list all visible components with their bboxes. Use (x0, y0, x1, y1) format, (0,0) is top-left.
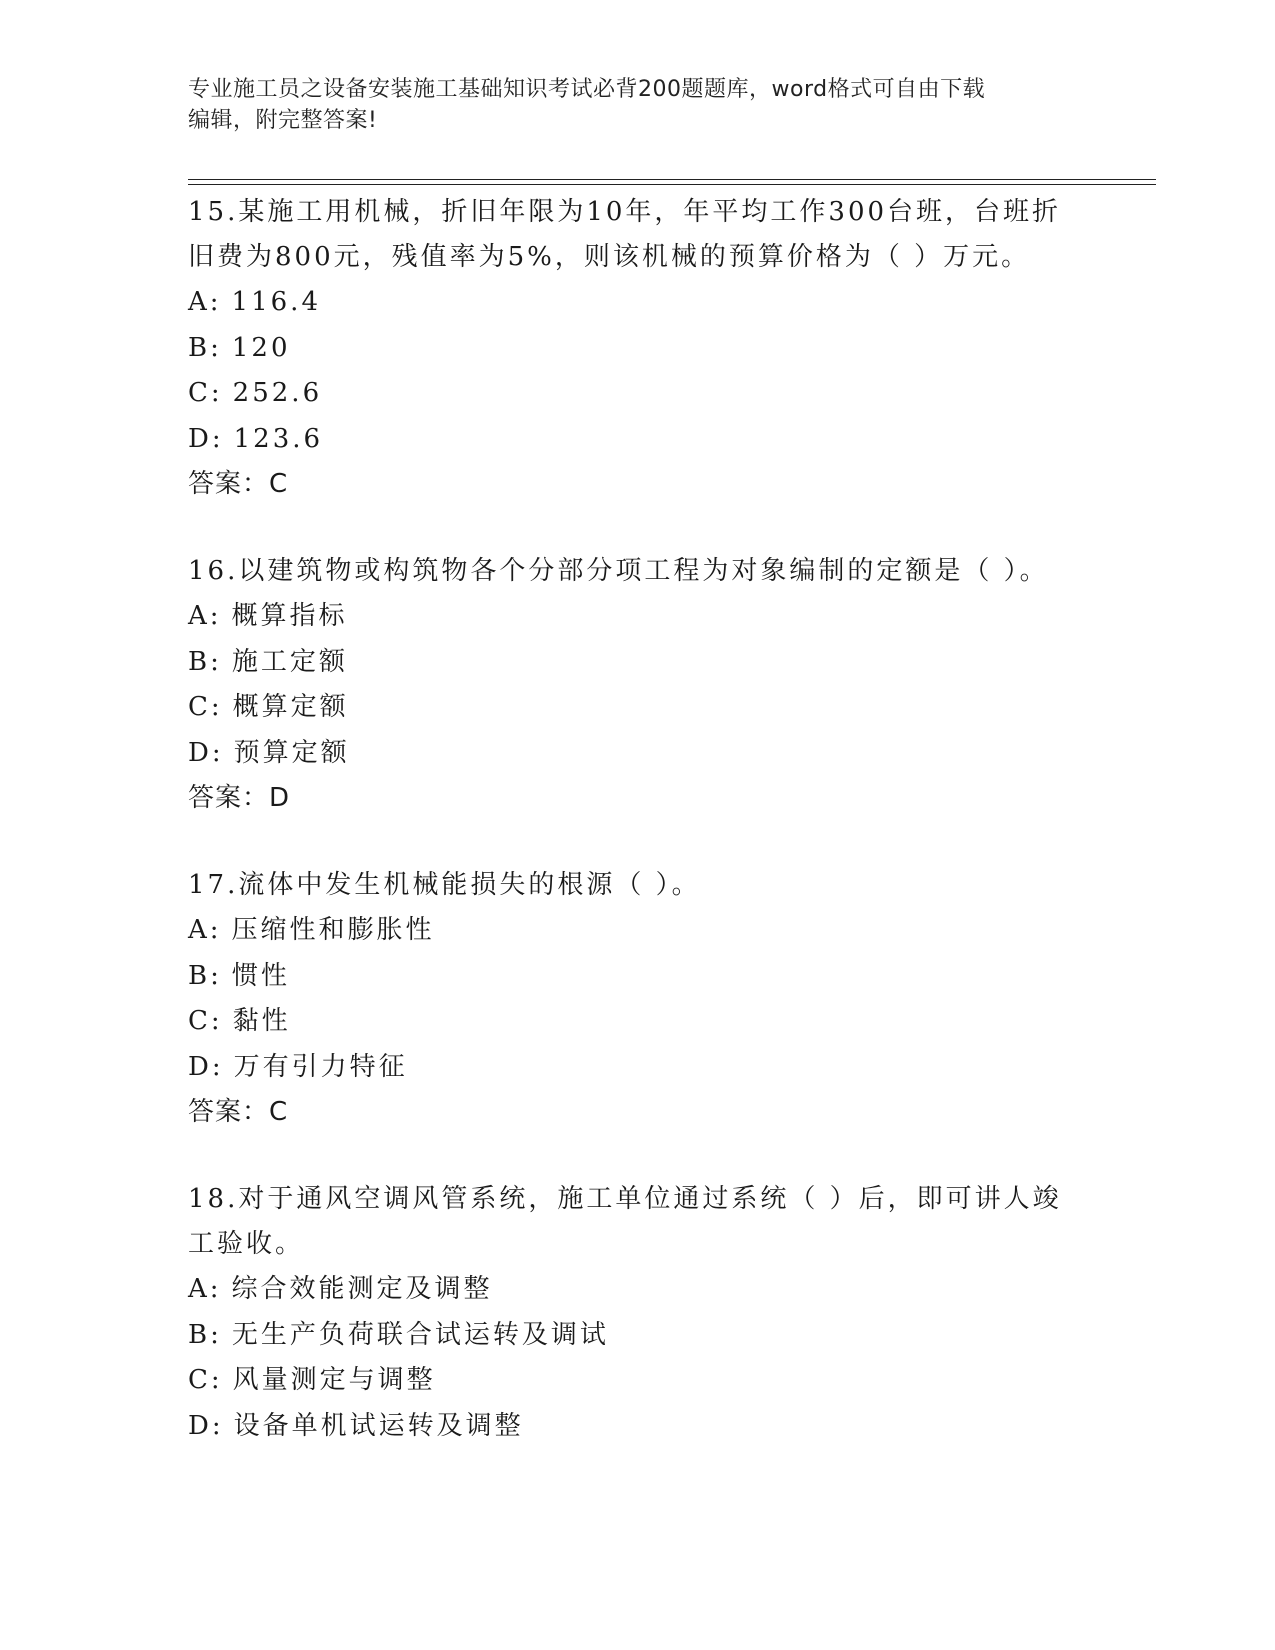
option-c: C: 252.6 (188, 378, 323, 408)
option-d: D: 万有引力特征 (188, 1051, 408, 1082)
option-c: C: 概算定额 (188, 692, 349, 722)
option-d: D: 设备单机试运转及调整 (188, 1410, 524, 1441)
question-stem: 17.流体中发生机械能损失的根源（ ）。 (188, 870, 701, 900)
question-16 (188, 549, 1088, 821)
option-a: A: 压缩性和膨胀性 (188, 915, 435, 945)
option-a: A: 116.4 (188, 287, 321, 317)
question-list (188, 190, 1088, 1491)
option-d: D: 预算定额 (188, 737, 350, 768)
header-divider-top (188, 179, 1156, 180)
option-c: C: 黏性 (188, 1006, 291, 1036)
question-15 (188, 190, 1088, 507)
question-stem: 15.某施工用机械，折旧年限为10年，年平均工作300台班，台班折旧费为800元，残值率为5%，则该机械的预算价格为（ ）万元。 (188, 197, 1062, 272)
document-header (188, 74, 1088, 136)
option-a: A: 综合效能测定及调整 (188, 1274, 493, 1304)
option-b: B: 120 (188, 332, 291, 363)
answer-line: 答案：C (188, 469, 289, 499)
question-17 (188, 863, 1088, 1135)
option-b: B: 施工定额 (188, 646, 348, 677)
question-stem: 16.以建筑物或构筑物各个分部分项工程为对象编制的定额是（ ）。 (188, 556, 1049, 586)
header-divider-bottom (188, 184, 1156, 185)
option-b: B: 惯性 (188, 960, 290, 991)
question-stem: 18.对于通风空调风管系统，施工单位通过系统（ ）后，即可讲人竣工验收。 (188, 1184, 1062, 1259)
answer-line: 答案：C (188, 1097, 289, 1127)
option-d: D: 123.6 (188, 423, 324, 454)
header-title-line-1: 专业施工员之设备安装施工基础知识考试必背200题题库，word格式可自由下载 (188, 77, 986, 102)
option-c: C: 风量测定与调整 (188, 1365, 436, 1395)
header-title-line-2: 编辑，附完整答案! (188, 108, 378, 133)
option-b: B: 无生产负荷联合试运转及调试 (188, 1319, 609, 1350)
answer-line: 答案：D (188, 783, 291, 813)
question-18 (188, 1177, 1088, 1449)
option-a: A: 概算指标 (188, 601, 348, 631)
